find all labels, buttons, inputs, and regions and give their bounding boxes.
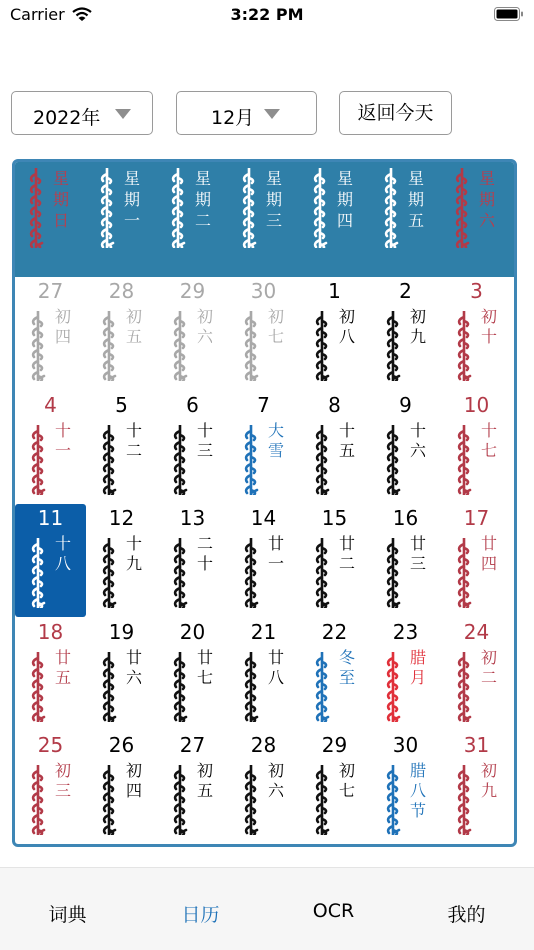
day-number: 5 [115, 393, 128, 417]
calendar-day[interactable] [157, 618, 228, 731]
lunar-date: 十五 [338, 421, 355, 460]
calendar-day[interactable] [441, 391, 512, 504]
calendar-day[interactable] [157, 391, 228, 504]
dropdown-triangle-icon [115, 109, 131, 119]
day-number: 24 [463, 620, 490, 644]
mongolian-script-glyph [99, 311, 119, 381]
calendar-day[interactable] [370, 277, 441, 390]
mongolian-script-glyph [28, 311, 48, 381]
calendar-day[interactable] [15, 391, 86, 504]
calendar-day[interactable] [299, 277, 370, 390]
mongolian-script-glyph [28, 425, 48, 495]
day-number: 17 [463, 506, 490, 530]
lunar-date: 初四 [125, 761, 142, 800]
return-today-button[interactable]: 返回今天 [339, 91, 452, 135]
weekday-header [15, 162, 514, 277]
calendar-day[interactable] [15, 731, 86, 844]
lunar-date: 初七 [267, 307, 284, 346]
mongolian-script-glyph [310, 168, 330, 248]
calendar-day[interactable] [370, 391, 441, 504]
mongolian-script-glyph [239, 168, 259, 248]
mongolian-script-glyph [383, 765, 403, 835]
mongolian-script-glyph [99, 425, 119, 495]
mongolian-script-glyph [241, 765, 261, 835]
lunar-date: 二十 [196, 534, 213, 573]
day-number: 19 [108, 620, 135, 644]
mongolian-script-glyph [454, 765, 474, 835]
lunar-date: 十八 [54, 534, 71, 573]
mongolian-script-glyph [241, 311, 261, 381]
lunar-date: 廿七 [196, 648, 213, 687]
mongolian-script-glyph [454, 425, 474, 495]
calendar-day[interactable] [86, 504, 157, 617]
day-number: 27 [179, 733, 206, 757]
status-bar [0, 0, 534, 30]
mongolian-script-glyph [383, 425, 403, 495]
day-number: 4 [44, 393, 57, 417]
day-number: 27 [37, 279, 64, 303]
day-number: 22 [321, 620, 348, 644]
weekday-header-cell [441, 162, 512, 277]
day-number: 30 [392, 733, 419, 757]
calendar-day[interactable] [228, 504, 299, 617]
lunar-date: 腊八节 [409, 761, 426, 820]
day-number: 30 [250, 279, 277, 303]
day-number: 11 [37, 506, 64, 530]
calendar-day[interactable] [228, 277, 299, 390]
tab-mine[interactable]: 我的 [447, 904, 486, 926]
lunar-date: 初五 [125, 307, 142, 346]
weekday-header-cell [299, 162, 370, 277]
mongolian-script-glyph [99, 538, 119, 608]
lunar-date: 廿二 [338, 534, 355, 573]
lunar-date: 十九 [125, 534, 142, 573]
mongolian-script-glyph [312, 652, 332, 722]
mongolian-script-glyph [28, 538, 48, 608]
lunar-date: 十二 [125, 421, 142, 460]
day-number: 31 [463, 733, 490, 757]
weekday-label: 星期三 [265, 169, 282, 230]
calendar-day[interactable] [228, 731, 299, 844]
lunar-date: 初九 [480, 761, 497, 800]
mongolian-script-glyph [26, 168, 46, 248]
day-number: 28 [108, 279, 135, 303]
mongolian-script-glyph [99, 765, 119, 835]
weekday-label: 星期五 [407, 169, 424, 230]
lunar-date: 初六 [267, 761, 284, 800]
calendar-day[interactable] [441, 504, 512, 617]
calendar-day[interactable] [299, 731, 370, 844]
calendar-day[interactable] [370, 731, 441, 844]
calendar-day[interactable] [157, 277, 228, 390]
calendar-day[interactable] [157, 731, 228, 844]
day-number: 13 [179, 506, 206, 530]
day-number: 10 [463, 393, 490, 417]
day-number: 12 [108, 506, 135, 530]
day-number: 26 [108, 733, 135, 757]
year-selector[interactable] [11, 91, 153, 135]
lunar-date: 十一 [54, 421, 71, 460]
weekday-header-cell [370, 162, 441, 277]
day-number: 16 [392, 506, 419, 530]
mongolian-script-glyph [99, 652, 119, 722]
lunar-date: 十三 [196, 421, 213, 460]
lunar-date: 廿四 [480, 534, 497, 573]
lunar-date: 初七 [338, 761, 355, 800]
lunar-date: 十六 [409, 421, 426, 460]
month-selector[interactable] [176, 91, 317, 135]
tab-bar [0, 867, 534, 950]
mongolian-script-glyph [454, 311, 474, 381]
calendar-day[interactable] [441, 277, 512, 390]
calendar-day[interactable] [299, 391, 370, 504]
lunar-date: 冬至 [338, 648, 355, 687]
month-value: 12月 [211, 107, 255, 129]
day-number: 9 [399, 393, 412, 417]
carrier-label: Carrier [10, 5, 65, 24]
day-number: 21 [250, 620, 277, 644]
mongolian-script-glyph [383, 311, 403, 381]
calendar-day[interactable] [441, 731, 512, 844]
lunar-date: 初三 [54, 761, 71, 800]
mongolian-script-glyph [312, 311, 332, 381]
weekday-label: 星期六 [478, 169, 495, 230]
mongolian-script-glyph [381, 168, 401, 248]
mongolian-script-glyph [170, 652, 190, 722]
calendar-day[interactable] [441, 618, 512, 731]
mongolian-script-glyph [383, 652, 403, 722]
mongolian-script-glyph [97, 168, 117, 248]
day-number: 18 [37, 620, 64, 644]
mongolian-script-glyph [452, 168, 472, 248]
tab-ocr[interactable]: OCR [312, 900, 355, 922]
mongolian-script-glyph [454, 652, 474, 722]
lunar-date: 廿五 [54, 648, 71, 687]
mongolian-script-glyph [28, 652, 48, 722]
lunar-date: 初二 [480, 648, 497, 687]
mongolian-script-glyph [170, 765, 190, 835]
mongolian-script-glyph [168, 168, 188, 248]
mongolian-script-glyph [170, 425, 190, 495]
calendar-day[interactable] [15, 618, 86, 731]
day-number: 29 [321, 733, 348, 757]
lunar-date: 大雪 [267, 421, 284, 460]
weekday-label: 星期一 [123, 169, 140, 230]
day-number: 8 [328, 393, 341, 417]
lunar-date: 初九 [409, 307, 426, 346]
mongolian-script-glyph [170, 311, 190, 381]
lunar-date: 廿一 [267, 534, 284, 573]
day-number: 3 [470, 279, 483, 303]
weekday-header-cell [228, 162, 299, 277]
calendar-day[interactable] [228, 618, 299, 731]
calendar-day[interactable] [370, 504, 441, 617]
calendar-day[interactable] [86, 618, 157, 731]
mongolian-script-glyph [170, 538, 190, 608]
tab-calendar[interactable]: 日历 [181, 904, 220, 926]
lunar-date: 廿三 [409, 534, 426, 573]
lunar-date: 初六 [196, 307, 213, 346]
day-number: 2 [399, 279, 412, 303]
clock: 3:22 PM [230, 5, 304, 24]
weekday-label: 星期二 [194, 169, 211, 230]
day-number: 25 [37, 733, 64, 757]
calendar-day[interactable] [86, 731, 157, 844]
lunar-date: 初八 [338, 307, 355, 346]
mongolian-script-glyph [312, 425, 332, 495]
lunar-date: 廿八 [267, 648, 284, 687]
lunar-date: 腊月 [409, 648, 426, 687]
dropdown-triangle-icon [264, 109, 280, 119]
calendar-day-today[interactable] [15, 504, 86, 617]
calendar-day[interactable] [15, 277, 86, 390]
lunar-date: 初十 [480, 307, 497, 346]
calendar-day[interactable] [370, 618, 441, 731]
calendar-day[interactable] [86, 391, 157, 504]
tab-dictionary[interactable]: 词典 [48, 904, 87, 926]
day-number: 29 [179, 279, 206, 303]
mongolian-script-glyph [28, 765, 48, 835]
calendar-day[interactable] [299, 504, 370, 617]
day-number: 20 [179, 620, 206, 644]
battery-icon [494, 7, 524, 21]
day-number: 28 [250, 733, 277, 757]
weekday-label: 星期日 [52, 169, 69, 230]
calendar-day[interactable] [299, 618, 370, 731]
year-value: 2022年 [33, 107, 101, 129]
day-number: 6 [186, 393, 199, 417]
weekday-label: 星期四 [336, 169, 353, 230]
weekday-header-cell [157, 162, 228, 277]
mongolian-script-glyph [312, 538, 332, 608]
mongolian-script-glyph [312, 765, 332, 835]
mongolian-script-glyph [383, 538, 403, 608]
mongolian-script-glyph [241, 538, 261, 608]
day-number: 14 [250, 506, 277, 530]
lunar-date: 初五 [196, 761, 213, 800]
lunar-date: 廿六 [125, 648, 142, 687]
mongolian-script-glyph [241, 652, 261, 722]
day-number: 7 [257, 393, 270, 417]
mongolian-script-glyph [241, 425, 261, 495]
mongolian-script-glyph [454, 538, 474, 608]
weekday-header-cell [86, 162, 157, 277]
day-number: 15 [321, 506, 348, 530]
lunar-date: 初四 [54, 307, 71, 346]
day-number: 23 [392, 620, 419, 644]
weekday-header-cell [15, 162, 86, 277]
day-number: 1 [328, 279, 341, 303]
lunar-date: 十七 [480, 421, 497, 460]
calendar-grid [12, 159, 517, 847]
calendar-day[interactable] [157, 504, 228, 617]
calendar-day[interactable] [228, 391, 299, 504]
calendar-day[interactable] [86, 277, 157, 390]
